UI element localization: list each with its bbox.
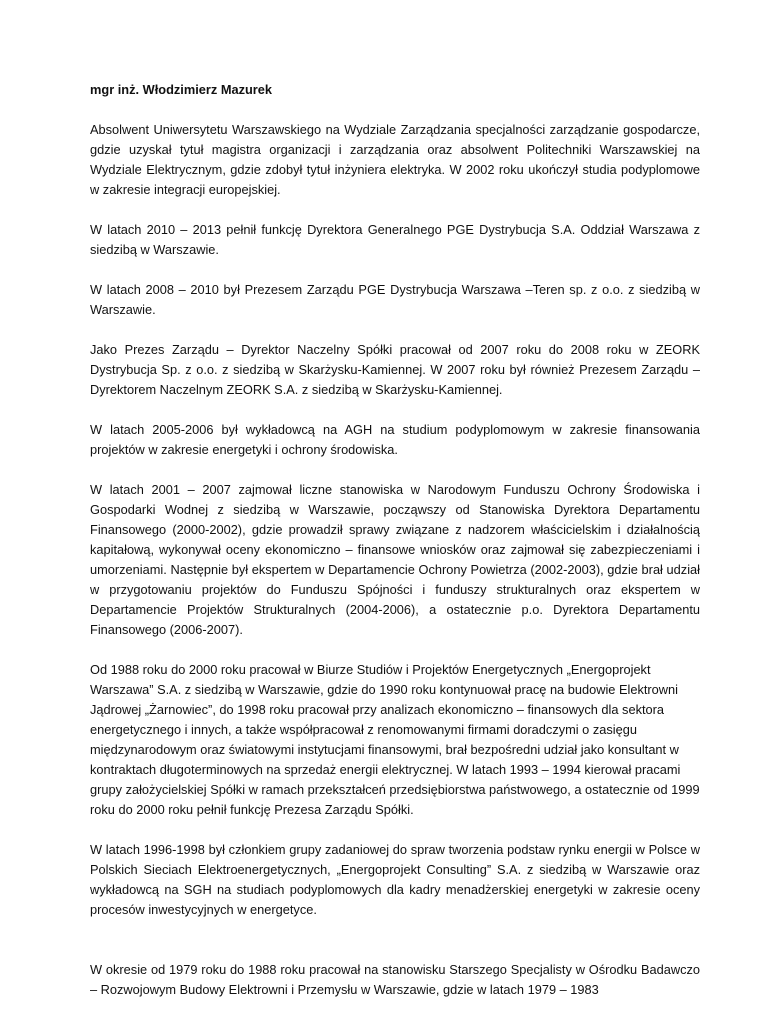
paragraph-energoprojekt: Od 1988 roku do 2000 roku pracował w Biurze Studiów i Projektów Energetycznych „Energoprojekt Warszawa” S.A. z siedzibą w Warszawie, gdzie do 1990 roku kontynuował pracę na budowie Elektrowni Jądrowej „Żarnowiec”, do 1998 roku pracował przy analizach ekonomiczno – finansowych dla sektora energetycznego i innych, a także współpracował z renomowanymi firmami doradczymi o zasięgu międzynarodowym oraz światowymi instytucjami finansowymi, brał bezpośredni udział jako konsultant w kontraktach długoterminowych na sprzedaż energii elektrycznej. W latach 1993 – 1994 kierował pracami grupy założycielskiej Spółki w ramach przekształceń przedsiębiorstwa państwowego, a ostatecznie od 1999 roku do 2000 roku pełnił funkcję Prezesa Zarządu Spółki. [90,662,700,817]
paragraph-zeork: Jako Prezes Zarządu – Dyrektor Naczelny Spółki pracował od 2007 roku do 2008 roku w ZEORK Dystrybucja Sp. z o.o. z siedzibą w Skarżysku-Kamiennej. W 2007 roku był również Prezesem Zarządu – Dyrektorem Naczelnym ZEORK S.A. z siedzibą w Skarżysku-Kamiennej. [90,342,700,397]
paragraph-education: Absolwent Uniwersytetu Warszawskiego na Wydziale Zarządzania specjalności zarządzanie gospodarcze, gdzie uzyskał tytuł magistra organizacji i zarządzania oraz absolwent Politechniki Warszawskiej na Wydziale Elektrycznym, gdzie zdobył tytuł inżyniera elektryka. W 2002 roku ukończył studia podyplomowe w zakresie integracji europejskiej. [90,122,700,197]
document-title: mgr inż. Włodzimierz Mazurek [90,82,273,97]
document-page [90,80,700,1020]
paragraph-nfosigw: W latach 2001 – 2007 zajmował liczne stanowiska w Narodowym Funduszu Ochrony Środowiska i Gospodarki Wodnej z siedzibą w Warszawie, począwszy od Stanowiska Dyrektora Departamentu Finansowego (2000-2002), gdzie prowadził sprawy związane z nadzorem właścicielskim i działalnością kapitałową, wykonywał oceny ekonomiczno – finansowe wniosków oraz zajmował się zabezpieczeniami i umorzeniami. Następnie był ekspertem w Departamencie Ochrony Powietrza (2002-2003), gdzie brał udział w przygotowaniu projektów do Funduszu Spójności i funduszy strukturalnych oraz ekspertem w Departamencie Projektów Strukturalnych (2004-2006), a ostatecznie p.o. Dyrektora Departamentu Finansowego (2006-2007). [90,482,700,637]
paragraph-pge-warszawa-2010: W latach 2010 – 2013 pełnił funkcję Dyrektora Generalnego PGE Dystrybucja S.A. Oddział Warszawa z siedzibą w Warszawie. [90,222,700,257]
paragraph-pge-teren-2008: W latach 2008 – 2010 był Prezesem Zarządu PGE Dystrybucja Warszawa –Teren sp. z o.o. z siedzibą w Warszawie. [90,282,700,317]
paragraph-obr-1979: W okresie od 1979 roku do 1988 roku pracował na stanowisku Starszego Specjalisty w Ośrodku Badawczo – Rozwojowym Budowy Elektrowni i Przemysłu w Warszawie, gdzie w latach 1979 – 1983 [90,962,700,997]
paragraph-pse-sgh: W latach 1996-1998 był członkiem grupy zadaniowej do spraw tworzenia podstaw rynku energii w Polsce w Polskich Sieciach Elektroenergetycznych, „Energoprojekt Consulting” S.A. z siedzibą w Warszawie oraz wykładowcą na SGH na studiach podyplomowych dla kadry menadżerskiej energetyki w zakresie oceny procesów inwestycyjnych w energetyce. [90,842,700,917]
paragraph-agh-lecturer: W latach 2005-2006 był wykładowcą na AGH na studium podyplomowym w zakresie finansowania projektów w zakresie energetyki i ochrony środowiska. [90,422,700,457]
